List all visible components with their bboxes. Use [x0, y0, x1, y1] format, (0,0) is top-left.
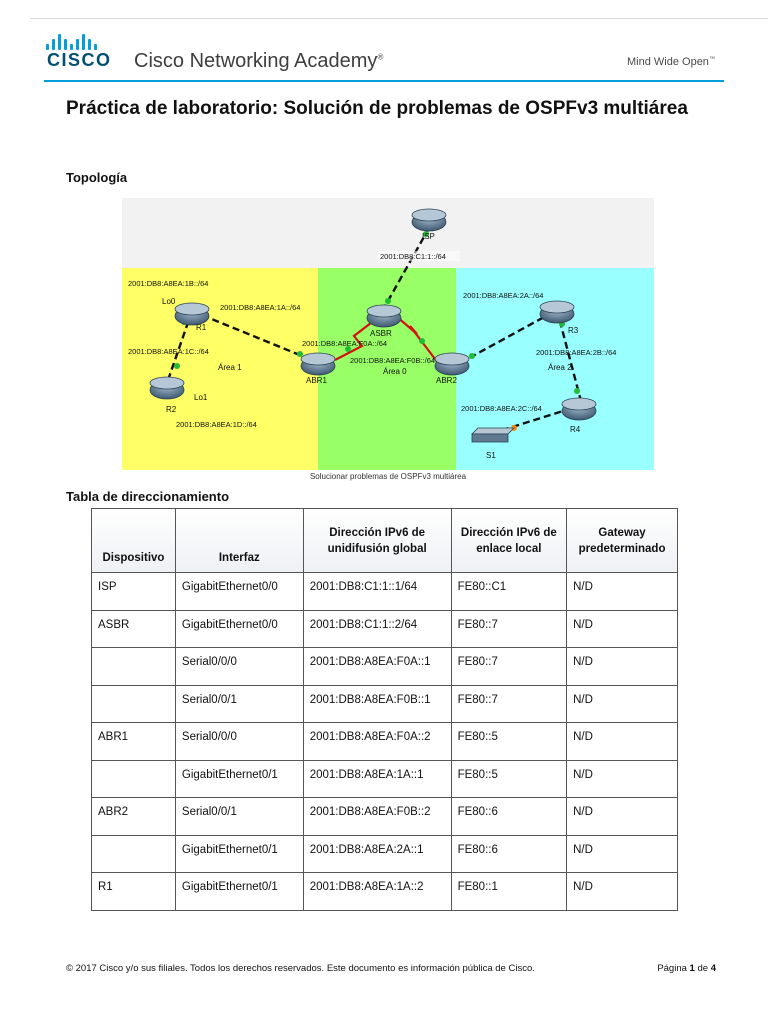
- label-asbr: ASBR: [370, 329, 392, 338]
- table-row: [92, 835, 678, 873]
- topology-caption: Solucionar problemas de OSPFv3 multiárea: [309, 472, 467, 481]
- cell-interface: Serial0/0/1: [175, 798, 303, 836]
- table-row: [92, 873, 678, 911]
- router-r3-icon: [540, 301, 574, 323]
- cell-gateway: N/D: [567, 835, 678, 873]
- cell-global-ipv6: 2001:DB8:C1:1::1/64: [303, 573, 451, 611]
- cell-global-ipv6: 2001:DB8:A8EA:1A::2: [303, 873, 451, 911]
- cell-interface: GigabitEthernet0/0: [175, 610, 303, 648]
- router-r4-icon: [562, 398, 596, 420]
- label-abr1: ABR1: [306, 376, 327, 385]
- net-r1-lo0: 2001:DB8:A8EA:1B::/64: [128, 279, 209, 288]
- cell-gateway: N/D: [567, 610, 678, 648]
- cell-link-local: FE80::C1: [451, 573, 567, 611]
- net-r3-r4: 2001:DB8:A8EA:2B::/64: [536, 348, 617, 357]
- cell-device: [92, 685, 176, 723]
- cell-gateway: N/D: [567, 648, 678, 686]
- cell-interface: Serial0/0/1: [175, 685, 303, 723]
- page-footer: [66, 963, 716, 974]
- cell-link-local: FE80::6: [451, 798, 567, 836]
- table-row: [92, 573, 678, 611]
- table-row: [92, 723, 678, 761]
- topology-diagram: [122, 198, 654, 470]
- cell-link-local: FE80::5: [451, 760, 567, 798]
- cell-gateway: N/D: [567, 573, 678, 611]
- table-row: [92, 685, 678, 723]
- router-isp-icon: [412, 209, 446, 231]
- net-asbr-abr2: 2001:DB8:A8EA:F0B::/64: [350, 356, 436, 365]
- cell-link-local: FE80::7: [451, 685, 567, 723]
- label-lo0: Lo0: [162, 297, 176, 306]
- cell-device: ABR2: [92, 798, 176, 836]
- net-abr2-r3: 2001:DB8:A8EA:2A::/64: [463, 291, 544, 300]
- cell-device: [92, 760, 176, 798]
- net-asbr-abr1: 2001:DB8:A8EA:F0A::/64: [302, 339, 388, 348]
- net-r1-r2: 2001:DB8:A8EA:1C::/64: [128, 347, 209, 356]
- page-number: Página 1 de 4: [657, 963, 716, 974]
- cell-global-ipv6: 2001:DB8:A8EA:F0B::1: [303, 685, 451, 723]
- cell-device: [92, 835, 176, 873]
- table-row: [92, 610, 678, 648]
- brand-tagline: Mind Wide Open™: [627, 56, 715, 68]
- page-header: [44, 30, 724, 80]
- label-r4: R4: [570, 425, 581, 434]
- net-r4-s1: 2001:DB8:A8EA:2C::/64: [461, 404, 542, 413]
- cell-global-ipv6: 2001:DB8:A8EA:F0B::2: [303, 798, 451, 836]
- cell-link-local: FE80::1: [451, 873, 567, 911]
- cell-device: R1: [92, 873, 176, 911]
- cell-gateway: N/D: [567, 873, 678, 911]
- switch-s1-icon: [472, 428, 514, 442]
- cell-interface: GigabitEthernet0/1: [175, 760, 303, 798]
- cell-link-local: FE80::5: [451, 723, 567, 761]
- router-r2-icon: [150, 377, 184, 399]
- label-isp: ISP: [422, 232, 435, 241]
- cell-global-ipv6: 2001:DB8:A8EA:2A::1: [303, 835, 451, 873]
- cell-global-ipv6: 2001:DB8:A8EA:F0A::1: [303, 648, 451, 686]
- label-s1: S1: [486, 451, 496, 460]
- top-divider: [30, 18, 768, 19]
- cell-device: [92, 648, 176, 686]
- header-divider: [44, 80, 724, 82]
- header-dispositivo: Dispositivo: [92, 509, 176, 573]
- cell-interface: GigabitEthernet0/1: [175, 835, 303, 873]
- brand-name: Cisco Networking Academy®: [134, 50, 384, 72]
- page-title: Práctica de laboratorio: Solución de problemas de OSPFv3 multiárea: [66, 98, 688, 119]
- cell-device: ABR1: [92, 723, 176, 761]
- cell-global-ipv6: 2001:DB8:A8EA:1A::1: [303, 760, 451, 798]
- cell-interface: Serial0/0/0: [175, 723, 303, 761]
- addressing-table: [91, 508, 678, 911]
- cell-link-local: FE80::6: [451, 835, 567, 873]
- table-row: [92, 760, 678, 798]
- cell-device: ASBR: [92, 610, 176, 648]
- net-isp-asbr: 2001:DB8:C1:1::/64: [380, 252, 446, 261]
- label-area1: Área 1: [218, 363, 242, 372]
- cell-gateway: N/D: [567, 798, 678, 836]
- cell-interface: Serial0/0/0: [175, 648, 303, 686]
- table-row: [92, 798, 678, 836]
- table-heading: Tabla de direccionamiento: [66, 489, 230, 504]
- header-ipv6-global: Dirección IPv6 de unidifusión global: [303, 509, 451, 573]
- net-r1-abr1: 2001:DB8:A8EA:1A::/64: [220, 303, 301, 312]
- router-abr2-icon: [435, 353, 469, 375]
- table-body: [92, 573, 678, 911]
- label-r2: R2: [166, 405, 177, 414]
- router-asbr-icon: [367, 305, 401, 327]
- router-abr1-icon: [301, 353, 335, 375]
- cell-gateway: N/D: [567, 723, 678, 761]
- cell-device: ISP: [92, 573, 176, 611]
- cell-interface: GigabitEthernet0/0: [175, 573, 303, 611]
- label-r3: R3: [568, 326, 579, 335]
- label-abr2: ABR2: [436, 376, 457, 385]
- table-row: [92, 648, 678, 686]
- cell-gateway: N/D: [567, 760, 678, 798]
- label-area2: Área 2: [548, 363, 572, 372]
- label-r1: R1: [196, 323, 207, 332]
- header-ipv6-link-local: Dirección IPv6 de enlace local: [451, 509, 567, 573]
- cell-interface: GigabitEthernet0/1: [175, 873, 303, 911]
- header-gateway: Gateway predeterminado: [567, 509, 678, 573]
- table-header-row: [92, 509, 678, 573]
- cell-link-local: FE80::7: [451, 648, 567, 686]
- topology-heading: Topología: [66, 170, 128, 185]
- label-area0: Área 0: [383, 367, 407, 376]
- cell-global-ipv6: 2001:DB8:A8EA:F0A::2: [303, 723, 451, 761]
- cell-link-local: FE80::7: [451, 610, 567, 648]
- cell-gateway: N/D: [567, 685, 678, 723]
- cisco-logo-icon: [46, 32, 116, 50]
- net-r2-lo1: 2001:DB8:A8EA:1D::/64: [176, 420, 257, 429]
- router-r1-icon: [175, 303, 209, 325]
- header-interfaz: Interfaz: [175, 509, 303, 573]
- copyright-notice: © 2017 Cisco y/o sus filiales. Todos los derechos reservados. Este documento es información pública de Cisco.: [66, 963, 535, 974]
- label-lo1: Lo1: [194, 393, 208, 402]
- cisco-wordmark: CISCO: [47, 50, 112, 70]
- cell-global-ipv6: 2001:DB8:C1:1::2/64: [303, 610, 451, 648]
